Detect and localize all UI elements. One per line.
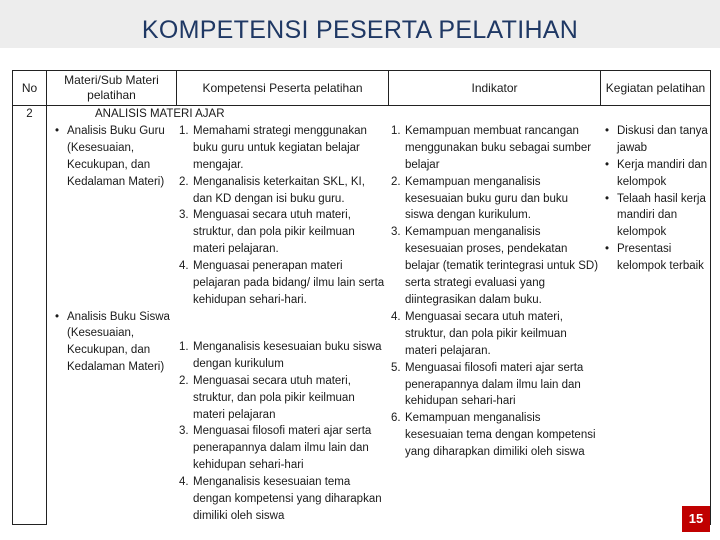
item-number: 2. bbox=[179, 374, 189, 387]
list-item bbox=[391, 174, 599, 225]
section-title: ANALISIS MATERI AJAR bbox=[95, 108, 225, 120]
slide-title: KOMPETENSI PESERTA PELATIHAN bbox=[141, 16, 579, 44]
list-item bbox=[179, 123, 387, 174]
item-text: Menganalisis kesesuaian tema dengan kompetensi yang diharapkan dimiliki oleh siswa bbox=[193, 476, 382, 522]
item-number: 4. bbox=[391, 310, 401, 323]
item-number: 3. bbox=[179, 209, 189, 222]
item-text: Menguasai filosofi materi ajar serta penerapannya dalam ilmu lain dan kehidupan sehari-hari bbox=[405, 361, 584, 408]
item-text: Menganalisis keterkaitan SKL, KI, dan KD dengan isi buku guru. bbox=[193, 175, 365, 205]
list-item bbox=[179, 258, 387, 309]
item-number: 3. bbox=[179, 425, 189, 438]
list-item bbox=[391, 360, 599, 411]
indikator-column bbox=[389, 123, 601, 525]
item-text: Menguasai secara utuh materi, struktur, dan pola pikir keilmuan materi pelajaran. bbox=[405, 310, 567, 357]
table-row bbox=[13, 106, 711, 525]
item-number: 1. bbox=[391, 124, 401, 137]
list-item bbox=[179, 207, 387, 258]
item-text: Menganalisis kesesuaian buku siswa dengan kurikulum bbox=[193, 340, 382, 370]
item-text: Menguasai penerapan materi pelajaran pada bidang/ ilmu lain serta kehidupan sehari-hari. bbox=[193, 260, 385, 306]
item-number: 4. bbox=[179, 260, 189, 273]
page-number-badge: 15 bbox=[682, 506, 710, 532]
item-text: Menguasai secara utuh materi, struktur, dan pola pikir keilmuan materi pelajaran bbox=[193, 374, 355, 421]
list-item: • Analisis Buku Siswa (Kesesuaian, Kecukupan, dan Kedalaman Materi) bbox=[53, 309, 177, 377]
header-no: No bbox=[13, 71, 47, 106]
item-text: Memahami strategi menggunakan buku guru untuk kegiatan belajar mengajar. bbox=[193, 124, 367, 171]
item-number: 1. bbox=[179, 340, 189, 353]
item-number: 4. bbox=[179, 476, 189, 489]
row-number: 2 bbox=[13, 106, 47, 525]
materi-column bbox=[47, 123, 177, 525]
list-item: • Diskusi dan tanya jawab bbox=[603, 123, 711, 157]
item-number: 3. bbox=[391, 226, 401, 239]
header-materi: Materi/Sub Materi pelatihan bbox=[47, 71, 177, 106]
header-indikator: Indikator bbox=[389, 71, 601, 106]
kegiatan-column bbox=[601, 123, 711, 525]
item-text: Kemampuan menganalisis kesesuaian proses, pendekatan belajar (tematik terintegrasi untuk SD) serta strategi evaluasi yang diintegrasikan dalam buku. bbox=[405, 226, 599, 306]
list-item bbox=[179, 423, 387, 474]
list-item bbox=[391, 410, 599, 461]
list-item bbox=[391, 224, 599, 309]
item-text: Menguasai secara utuh materi, struktur, dan pola pikir keilmuan materi pelajaran. bbox=[193, 209, 355, 256]
list-item bbox=[179, 174, 387, 208]
table-header-row bbox=[13, 71, 711, 106]
item-number: 6. bbox=[391, 412, 401, 425]
item-text: Menguasai filosofi materi ajar serta penerapannya dalam ilmu lain dan kehidupan sehari-hari bbox=[193, 425, 372, 472]
item-number: 5. bbox=[391, 361, 401, 374]
competency-table bbox=[12, 70, 711, 525]
row-content bbox=[47, 106, 711, 525]
item-number: 2. bbox=[391, 175, 401, 188]
item-text: Kemampuan membuat rancangan menggunakan buku sebagai sumber belajar bbox=[405, 124, 592, 171]
list-item bbox=[391, 123, 599, 174]
list-item bbox=[179, 373, 387, 424]
item-number: 1. bbox=[179, 124, 189, 137]
list-item bbox=[391, 309, 599, 360]
header-kompetensi: Kompetensi Peserta pelatihan bbox=[177, 71, 389, 106]
list-item: • Analisis Buku Guru (Kesesuaian, Kecukupan, dan Kedalaman Materi) bbox=[53, 123, 177, 191]
item-number: 2. bbox=[179, 175, 189, 188]
list-item: • Kerja mandiri dan kelompok bbox=[603, 157, 711, 191]
item-text: Kemampuan menganalisis kesesuaian tema dengan kompetensi yang diharapkan dimiliki oleh siswa bbox=[405, 412, 596, 459]
kompetensi-column bbox=[177, 123, 389, 525]
list-item bbox=[179, 339, 387, 373]
list-item bbox=[179, 474, 387, 525]
list-item: • Telaah hasil kerja mandiri dan kelompok bbox=[603, 191, 711, 242]
list-item: • Presentasi kelompok terbaik bbox=[603, 241, 711, 275]
item-text: Kemampuan menganalisis kesesuaian buku guru dan buku siswa dengan kurikulum. bbox=[405, 175, 569, 222]
header-kegiatan: Kegiatan pelatihan bbox=[601, 71, 711, 106]
